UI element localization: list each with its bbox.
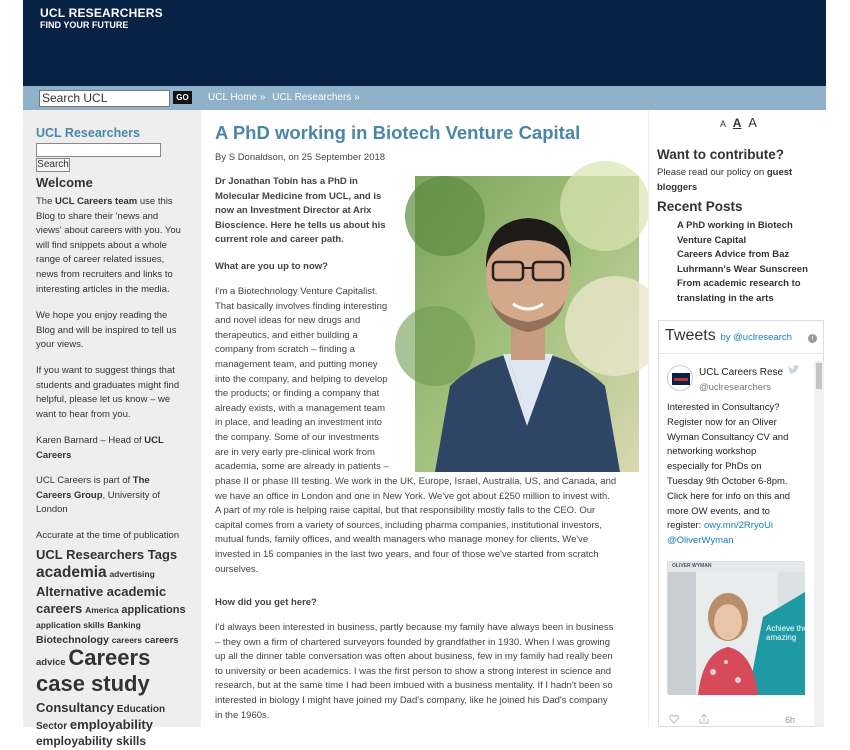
site-subtitle: FIND YOUR FUTURE (40, 20, 129, 30)
site-banner (23, 0, 826, 86)
guest-bloggers-link[interactable]: guest (766, 167, 793, 178)
signoff: Karen Barnard – Head of UCL Careers (36, 434, 196, 463)
tweet-link[interactable]: owy.mn/2RryoUi (703, 520, 773, 532)
info-icon[interactable]: i (808, 334, 817, 343)
answer-1-wide: phase II or phase III testing. We work in the UK, Europe, Israel, Australia, US, and Canada, and we have an office in London and one in New York. We've got about £250 million to invest with. A part of my role is helping raise capital, but that responsibility mostly falls to the CEO. Our capital comes from a variety of sources, including pharma companies, institutional investors, mutual funds, family offices, and wealth managers who manage money for clients. We've invested in 15 companies in the last two years, and four of those we've started from scratch ourselves. (215, 476, 617, 575)
tag-link[interactable]: careers (111, 635, 142, 645)
ucl-link[interactable]: UCL (144, 435, 164, 446)
ucl-careers-team-link[interactable]: UCL Careers team (55, 196, 138, 207)
nav-bar (23, 86, 826, 110)
careers-group-link-b[interactable]: Careers Group (36, 489, 103, 501)
tag-link[interactable]: careers (144, 635, 179, 646)
careers-group-link-a[interactable]: The (132, 475, 150, 486)
question-1: What are you up to now? (215, 261, 328, 272)
tag-link[interactable]: Careers (68, 645, 151, 670)
article-byline: By S Donaldson, on 25 September 2018 (215, 152, 386, 163)
recent-post-link[interactable]: From academic research to (677, 278, 801, 290)
recent-posts-list (677, 219, 827, 307)
promo-caption: Achieve the amazing (766, 624, 808, 642)
tweets-label: Tweets (665, 327, 716, 344)
avatar[interactable] (667, 365, 693, 391)
font-large-button[interactable]: A (748, 115, 757, 130)
contribute-text: Please read our policy on guest bloggers (657, 166, 822, 195)
welcome-paragraph-3: If you want to suggest things that students and graduates might find helpful, please let us know – we want to hear from you. (36, 365, 180, 420)
tag-link[interactable]: advertising (109, 569, 155, 579)
guest-bloggers-link-2[interactable]: bloggers (657, 181, 698, 193)
blog-title-link[interactable]: UCL Researchers (36, 126, 140, 140)
font-medium-button[interactable]: A (732, 116, 742, 130)
tweet-scrollbar-thumb[interactable] (816, 363, 822, 389)
go-button[interactable]: GO (173, 91, 192, 104)
tag-link[interactable]: Alternative academic (36, 584, 167, 599)
tweet-promo-image[interactable] (667, 561, 808, 694)
tweet-author-name[interactable]: UCL Careers Rese (699, 367, 784, 378)
tag-link[interactable]: Sector (36, 721, 68, 732)
tag-link[interactable]: advice (36, 657, 66, 668)
tag-link[interactable]: America (85, 605, 119, 615)
tag-link[interactable]: case study (36, 671, 150, 696)
font-small-button[interactable]: A (720, 119, 727, 129)
tag-link[interactable]: applications (121, 604, 186, 616)
tweet-text: Interested in Consultancy? Register now for an Oliver Wyman Consultancy CV and networking workshop especially for PhDs on Tuesday 9th October 6-8pm. Click here for info on this and more OW events, and to register: owy.mn/2RryoUi @OliverWyman (667, 401, 790, 549)
tag-link[interactable]: employability (69, 717, 153, 732)
search-ucl-input[interactable]: Search UCL (39, 90, 170, 107)
tag-link[interactable]: Consultancy (36, 700, 115, 715)
tweet-author-handle[interactable]: @uclresearchers (699, 382, 771, 393)
tag-link[interactable]: careers (36, 601, 83, 616)
breadcrumb (208, 92, 364, 103)
site-title[interactable]: UCL RESEARCHERS (40, 6, 163, 20)
tag-cloud (36, 565, 198, 750)
left-sidebar (23, 110, 201, 748)
blog-search-input[interactable] (36, 143, 161, 157)
right-sidebar (648, 110, 826, 727)
tweets-by-link[interactable]: by @uclresearch (720, 332, 792, 343)
promo-brand: OLIVER WYMAN (672, 563, 712, 569)
twitter-widget (658, 320, 824, 727)
tag-link[interactable]: employability skills (36, 734, 147, 748)
tag-link[interactable]: application skills (36, 620, 105, 630)
blog-search-button[interactable]: Search (37, 159, 69, 170)
breadcrumb-ucl-home[interactable]: UCL Home » (208, 92, 266, 103)
welcome-heading: Welcome (36, 175, 93, 190)
accurate-note: Accurate at the time of publication (36, 530, 180, 541)
contribute-heading: Want to contribute? (657, 147, 784, 162)
tweet-time[interactable]: 6h (785, 715, 796, 725)
careers-link[interactable]: Careers (36, 449, 72, 461)
recent-post-link[interactable]: A PhD working in Biotech (677, 220, 793, 231)
breadcrumb-ucl-researchers[interactable]: UCL Researchers » (272, 92, 360, 103)
recent-post-link[interactable]: Venture Capital (677, 234, 747, 246)
welcome-paragraph-2: We hope you enjoy reading the Blog and will be inspired to tell us your views. (36, 310, 177, 351)
tag-link[interactable]: Banking (107, 620, 141, 630)
tag-link[interactable]: academia (36, 564, 107, 581)
tweet-scrollbar[interactable] (814, 361, 824, 727)
divider (659, 353, 824, 354)
article (201, 110, 648, 727)
font-size-controls (720, 115, 757, 130)
like-icon[interactable] (669, 714, 679, 724)
page (23, 0, 826, 748)
share-icon[interactable] (699, 714, 709, 724)
article-intro: Dr Jonathan Tobin has a PhD in Molecular Medicine from UCL, and is now an Investment Director at Arix Bioscience. Here he tells us about his current role and career path. (215, 176, 386, 246)
question-2: How did you get here? (215, 597, 317, 608)
tag-link[interactable]: Biotechnology (36, 634, 109, 646)
answer-2: I'd always been interested in business, partly because my family have always been in business – they own a firm of chartered surveyors founded by grandfather in 1930. When I was growing up all the dinner table conversation was often about business, few in my family had really been to university or been academics. I was the first person to show a strong interest in science and research, but at the same time I had been imbued with a business mentality. If I hadn't been so interested in biology I might have joined my Dad's company, like he joined his Dad's company in the 1960s. (215, 622, 614, 721)
tags-heading: UCL Researchers Tags (36, 547, 178, 562)
recent-post-link[interactable]: translating in the arts (677, 292, 774, 304)
welcome-paragraph: The UCL Careers team use this Blog to share their 'news and views' about careers with you. You will find snippets about a whole range of career related issues, news from recruiters and links to interesting articles in the media. (36, 196, 181, 295)
recent-post-link[interactable]: Luhrmann's Wear Sunscreen (677, 263, 808, 275)
tweet-mention[interactable]: @OliverWyman (667, 535, 734, 547)
twitter-bird-icon (788, 365, 800, 375)
article-title[interactable]: A PhD working in Biotech Venture Capital (215, 122, 581, 143)
recent-posts-heading: Recent Posts (657, 199, 743, 214)
careers-group-note: UCL Careers is part of The Careers Group, University of London (36, 475, 161, 516)
recent-post-link[interactable]: Careers Advice from Baz (677, 249, 790, 261)
portrait-photo (415, 176, 639, 472)
tag-link[interactable]: Education (116, 704, 166, 715)
answer-1-narrow: I'm a Biotechnology Venture Capitalist. That basically involves finding interesting and novel ideas for new drugs and therapeutics, and either building a company from scratch – finding a management team, and putting money into the company, and helping to develop the products; or finding a company that already exists, with a management team in place, and leading an investment into the company. Some of our investments are in very early pre-clinical work from academia, some are already in patients – (215, 286, 389, 473)
